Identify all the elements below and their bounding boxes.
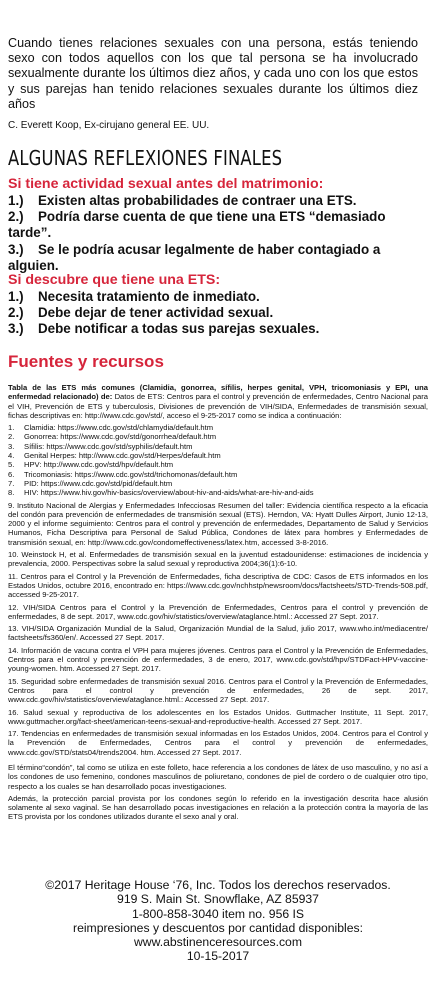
phone: 1-800-858-3040 item no. 956 IS: [131, 906, 305, 921]
list-item: 3. Sífilis: https://www.cdc.gov/std/syphilis/default.htm: [8, 441, 193, 451]
reference-item: 10. Weinstock H, et al. Enfermedades de transmisión sexual en la juventud estadounidense: estimaciones de incidencia y prevalencia, 2000. Perspectivas sobre la salud sexual y reproductiva 2004;36(1):6-10.: [8, 550, 428, 569]
list-item: 2.) Debe dejar de tener actividad sexual.: [8, 305, 274, 321]
reference-item: 15. Seguridad sobre enfermedades de transmisión sexual 2016. Centros para el Control y la Prevención de Enfermedades, Centros para el control y prevención de enfermedades, 26 de sept. 2017, www.cdc.gov/hiv/statistics/overview/ataglance.html.: Accessed 27 Sept. 2017.: [8, 676, 428, 705]
reference-item: 9. Instituto Nacional de Alergias y Enfermedades Infecciosas Resumen del taller: Evidencia científica respecto a la eficacia del condón para prevención de enfermedades de transmisión sexual (ETS). Herndon, VA: Hyatt Dulles Airport, Junio 12-13, 2000 y el informe seguimiento: Centros para el control y prevención de enfermedades, Departamento de Salud y Servicios Humanos, Ficha Descriptiva para Personal de Salud Pública, Condones de látex para hombres y Enfermedades de transmisión sexual, en: http://www.cdc.gov/condomeffectiveness/latex.htm, accessed 3-8-2016.: [8, 500, 428, 547]
list-item: 1.) Necesita tratamiento de inmediato.: [8, 289, 260, 304]
list-item: 1.) Existen altas probabilidades de contraer una ETS.: [8, 193, 357, 208]
address: 919 S. Main St. Snowflake, AZ 85937: [117, 892, 319, 907]
reference-item: 16. Salud sexual y reproductiva de los adolescentes en los Estados Unidos. Guttmacher Institute, 11 Sept. 2017, www.guttmacher.org/fact-sheet/american-teens-sexual-and-reproductive-health. Accessed 27 Sept. 2017.: [8, 707, 428, 726]
list-item: 8. HIV: https://www.hiv.gov/hiv-basics/overview/about-hiv-and-aids/what-are-hiv-and-aids: [8, 488, 314, 498]
reference-item: 12. VIH/SIDA Centros para el Control y la Prevención de Enfermedades, Centros para el control y prevención de enfermedades, 8 de sept. 2017, www.cdc.gov/hiv/statistics/overview/ataglance.html.: Accessed 27 Sept. 2017.: [8, 602, 428, 621]
condom-note: El término“condón”, tal como se utiliza en este folleto, hace referencia a los condones de látex de uso masculino, y no así a los condones de uso femenino, condones masculinos de poliuretano, condones de piel de cordero o de cualquier otro tipo, respecto a los cuales se han desarrollado pocas investigaciones.: [8, 762, 428, 791]
list-item: 3.) Debe notificar a todas sus parejas sexuales.: [8, 321, 320, 337]
reference-item: 13. VIH/SIDA Organización Mundial de la Salud, Organización Mundial de la Salud, julio 2017, www.who.int/mediacentre/ factsheets/fs360/en/. Accessed 27 Sept. 2017.: [8, 624, 428, 643]
diagnosed-section: [8, 272, 428, 338]
references: [8, 383, 428, 825]
quote-text: Cuando tienes relaciones sexuales con una persona, estás teniendo sexo con todos aquellos con los que tal persona se ha involucrado sexualmente durante los últimos diez años, y cada uno con los que estos y sus parejas han tenido relaciones sexuales durante los últimos diez años: [8, 36, 418, 111]
footer: [8, 878, 428, 964]
list-item: 3.) Se le podría acusar legalmente de haber contagiado a alguien.: [8, 241, 381, 273]
list-item: 1. Clamidia: https://www.cdc.gov/std/chlamydia/default.htm: [8, 423, 214, 433]
fact-sheet-list: [8, 423, 428, 497]
print-date: 10-15-2017: [186, 949, 250, 964]
list-item: 7. PID: https://www.cdc.gov/std/pid/default.htm: [8, 478, 173, 488]
premarital-title: Si tiene actividad sexual antes del matrimonio:: [8, 176, 324, 192]
copyright: ©2017 Heritage House ‘76, Inc. Todos los derechos reservados.: [45, 878, 391, 892]
list-item: 2. Gonorrea: https://www.cdc.gov/std/gonorrhea/default.htm: [8, 432, 217, 442]
diagnosed-title: Si descubre que tiene una ETS:: [8, 272, 221, 288]
reference-item: 11. Centros para el Control y la Prevención de Enfermedades, ficha descriptiva de CDC: Casos de ETS informados en los Estados Unidos, octubre 2016, encontrado en: https://www.cdc.gov/nchhstp/newsroom/docs/factsheets/STD-Trends-508.pdf, accessed 9-25-2017.: [8, 571, 428, 600]
list-item: 2.) Podría darse cuenta de que tiene una ETS “demasiado tarde”.: [8, 209, 386, 241]
list-item: 5. HPV: http://www.cdc.gov/std/hpv/default.htm: [8, 460, 174, 470]
list-item: 4. Genital Herpes: http://www.cdc.gov/std/Herpes/default.htm: [8, 451, 221, 461]
sources-title: Fuentes y recursos: [8, 352, 164, 371]
protection-note: Además, la protección parcial provista por los condones según lo referido en la investigación descrita hace alusión solamente al sexo vaginal. Se han desarrollado pocas investigaciones en relación a la protección contra la mayoría de las ETS provista por los condones utilizados durante el sexo anal y oral.: [8, 793, 428, 822]
list-item: 6. Tricomoniasis: https://www.cdc.gov/std/trichomonas/default.htm: [8, 469, 238, 479]
premarital-section: [8, 176, 428, 274]
reference-item: 14. Información de vacuna contra el VPH para mujeres jóvenes. Centros para el Control y la Prevención de Enfermedades, Centros para el control y prevención de enfermedades, 3 de enero, 2017, www.cdc.gov/std/hpv/STDFact-HPV-vaccine-young-women. htm. Accessed 27 Sept. 2017.: [8, 645, 428, 674]
website-link[interactable]: www.abstinenceresources.com: [134, 935, 302, 950]
section-heading: ALGUNAS REFLEXIONES FINALES: [8, 146, 283, 170]
quote-attribution: C. Everett Koop, Ex-cirujano general EE. UU.: [8, 120, 210, 131]
table-source: Tabla de las ETS más comunes (Clamidia, gonorrea, sífilis, herpes genital, VPH, tricomoniasis y EPI, una enfermedad relacionado) de: Datos de ETS: Centros para el control y prevención de enfermedades, Centro Nacional para el VIH, Prevención de ETS y tuberculosis, Divisiones de prevención de VIH/SIDA, Enfermedades de transmisión sexual, fichas descriptivas en: http://www.cdc.gov/std/, acceso el 9-25-2017 como se indica a continuación:: [8, 383, 428, 420]
reference-item: 17. Tendencias en enfermedades de transmisión sexual informadas en los Estados Unidos, 2004. Centros para el Control y la Prevención de Enfermedades, Centros para el control y prevención de enfermedades, www.cdc.gov/STD/stats04/trends2004. htm. Accessed 27 Sept. 2017.: [8, 729, 428, 757]
reprints-text: reimpresiones y descuentos por cantidad disponibles:: [73, 920, 363, 935]
